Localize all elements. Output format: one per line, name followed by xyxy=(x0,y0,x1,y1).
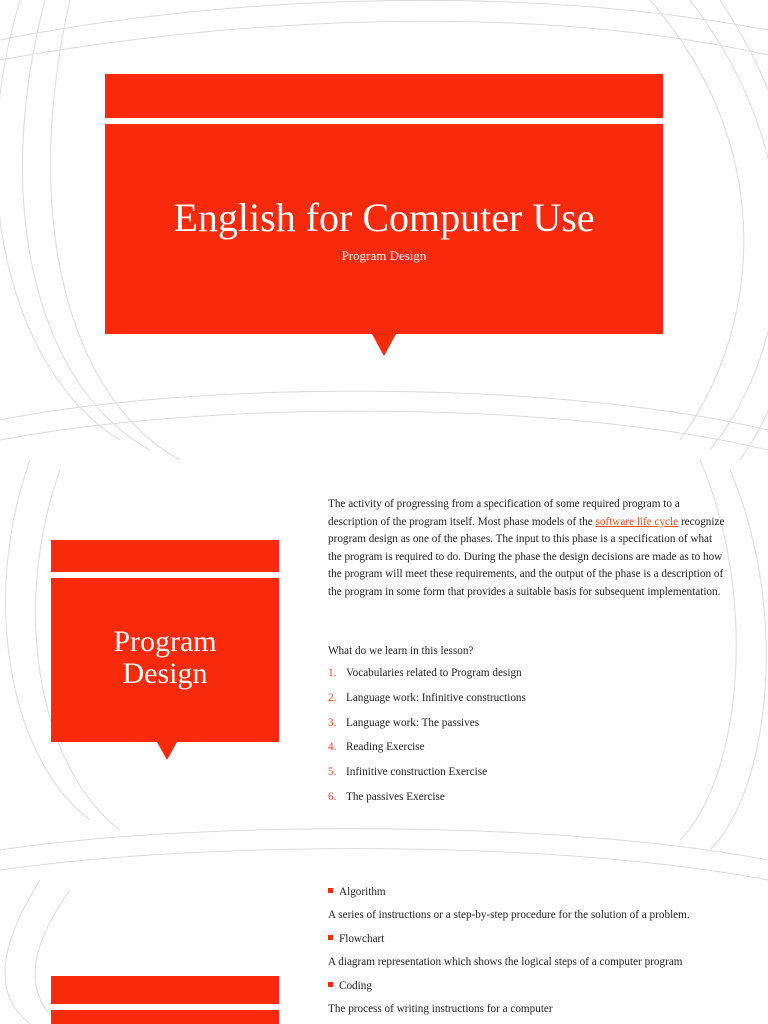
list-item-number: 6. xyxy=(328,790,337,803)
term-label: Flowchart xyxy=(339,932,385,945)
vocabulary-term xyxy=(328,978,748,1001)
square-bullet-icon xyxy=(328,888,333,893)
vocabulary-definition: A diagram representation which shows the logical steps of a computer program xyxy=(328,956,683,969)
list-item-number: 4. xyxy=(328,741,337,754)
term-label: Coding xyxy=(339,979,372,992)
vocabulary-list xyxy=(328,884,748,1024)
description-text-after-link: recognize program design as one of the phases. The input to this phase is a specification of what the program is required to do. During the phase the design decisions are made as to how the program will meet these requirements, and the output of the phase is a description of the program in some form that provides a suitable basis for subsequent implementation. xyxy=(328,515,725,598)
list-item xyxy=(328,690,526,715)
vocabulary-term xyxy=(328,884,748,907)
lesson-list xyxy=(328,665,526,814)
list-item-text: Reading Exercise xyxy=(346,741,425,754)
list-item xyxy=(328,764,526,789)
list-item-number: 1. xyxy=(328,667,337,679)
list-item-number: 5. xyxy=(328,766,337,779)
description-text-before-link: The activity of progressing from a specification of some required program to a description of the program itself. Most phase models of the xyxy=(328,498,680,528)
presentation-title: English for Computer Use xyxy=(173,195,595,240)
vocabulary-slide-banner xyxy=(51,1010,279,1024)
list-item-text: Language work: The passives xyxy=(346,716,480,729)
list-item-text: The passives Exercise xyxy=(346,790,445,803)
list-item xyxy=(328,715,526,740)
square-bullet-icon xyxy=(328,935,333,940)
title-slide-top-band xyxy=(105,74,663,118)
vocabulary-slide-top-band xyxy=(51,976,279,1004)
program-design-description xyxy=(328,496,728,602)
vocabulary-definition: A series of instructions or a step-by-step procedure for the solution of a problem. xyxy=(328,909,690,922)
list-item-text: Infinitive construction Exercise xyxy=(346,766,488,779)
section-title-line-1: Program xyxy=(113,625,217,658)
presentation-subtitle: Program Design xyxy=(341,248,427,263)
term-label: Algorithm xyxy=(339,886,386,898)
square-bullet-icon xyxy=(328,982,333,987)
list-item-number: 3. xyxy=(328,716,337,729)
list-item-number: 2. xyxy=(328,691,337,704)
list-item-text: Language work: Infinitive constructions xyxy=(346,691,526,704)
list-item xyxy=(328,789,526,814)
section-slide-top-band xyxy=(51,540,279,572)
vocabulary-term xyxy=(328,931,748,954)
list-item-text: Vocabularies related to Program design xyxy=(346,667,522,679)
section-title-line-2: Design xyxy=(122,656,208,690)
list-item xyxy=(328,665,526,690)
vocabulary-definition: The process of writing instructions for a computer xyxy=(328,1002,553,1015)
list-item xyxy=(328,739,526,764)
software-life-cycle-link[interactable]: software life cycle xyxy=(595,515,679,528)
title-slide-pointer xyxy=(372,334,396,356)
lesson-question: What do we learn in this lesson? xyxy=(328,645,474,657)
section-title xyxy=(51,626,279,689)
section-slide-pointer xyxy=(157,742,177,760)
